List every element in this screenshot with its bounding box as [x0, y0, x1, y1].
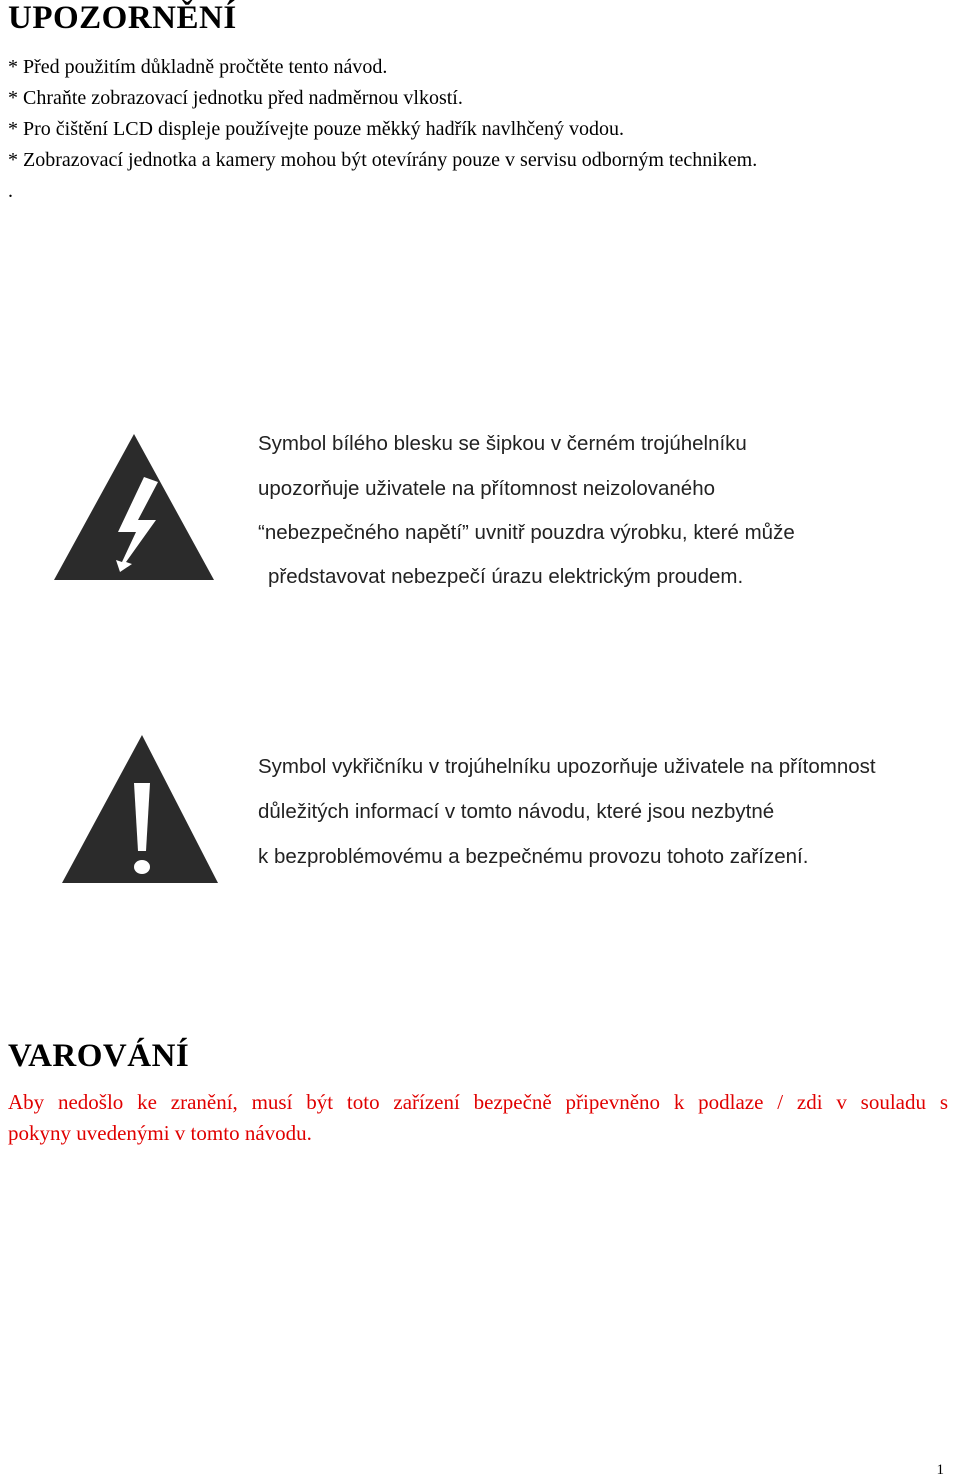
- stray-dot: .: [8, 180, 13, 202]
- exclamation-symbol-text-line: k bezproblémovému a bezpečnému provozu tohoto zařízení.: [258, 845, 809, 868]
- notice-title: UPOZORNĚNÍ: [8, 0, 237, 36]
- notice-item: * Před použitím důkladně pročtěte tento návod.: [8, 56, 388, 78]
- lightning-symbol-text-line: upozorňuje uživatele na přítomnost neizolovaného: [258, 477, 715, 500]
- page-number: 1: [936, 1462, 944, 1478]
- exclamation-symbol-text-line: Symbol vykřičníku v trojúhelníku upozorňuje uživatele na přítomnost: [258, 755, 876, 778]
- notice-item: * Pro čištění LCD displeje používejte pouze měkký hadřík navlhčený vodou.: [8, 118, 624, 140]
- notice-item: * Chraňte zobrazovací jednotku před nadměrnou vlkostí.: [8, 87, 463, 109]
- warning-text-line: Aby nedošlo ke zranění, musí být toto zařízení bezpečně připevněno k podlaze / zdi v souladu s: [8, 1090, 948, 1114]
- exclamation-symbol-text-line: důležitých informací v tomto návodu, které jsou nezbytné: [258, 800, 775, 823]
- notice-item: * Zobrazovací jednotka a kamery mohou být otevírány pouze v servisu odborným technikem.: [8, 149, 758, 171]
- lightning-warning-icon: [52, 432, 216, 582]
- lightning-symbol-text-line: Symbol bílého blesku se šipkou v černém trojúhelníku: [258, 432, 747, 455]
- lightning-symbol-text-line: představovat nebezpečí úrazu elektrickým proudem.: [268, 565, 744, 588]
- lightning-symbol-text-line: “nebezpečného napětí” uvnitř pouzdra výrobku, které může: [258, 521, 795, 544]
- warning-title: VAROVÁNÍ: [8, 1038, 190, 1074]
- exclamation-warning-icon: [60, 733, 220, 885]
- warning-text-line: pokyny uvedenými v tomto návodu.: [8, 1121, 312, 1145]
